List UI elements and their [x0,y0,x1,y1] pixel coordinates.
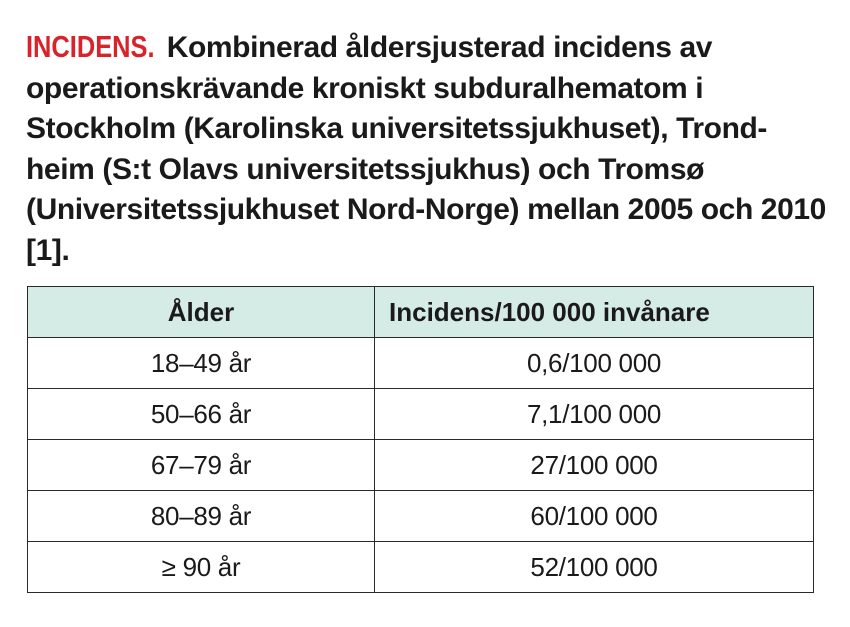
incidence-cell: 52/100 000 [375,542,814,593]
table-row [28,389,814,440]
age-cell: 50–66 år [28,389,375,440]
age-cell: ≥ 90 år [28,542,375,593]
table-caption [26,27,826,271]
table-row [28,440,814,491]
table-row [28,491,814,542]
caption-label: INCIDENS. [26,29,155,64]
incidence-table [27,286,814,593]
incidence-cell: 60/100 000 [375,491,814,542]
header-age: Ålder [28,287,375,338]
incidence-cell: 27/100 000 [375,440,814,491]
table-header-row [28,287,814,338]
incidence-cell: 7,1/100 000 [375,389,814,440]
age-cell: 80–89 år [28,491,375,542]
incidence-cell: 0,6/100 000 [375,338,814,389]
table-row [28,542,814,593]
table-row [28,338,814,389]
caption-text: Kombinerad åldersjusterad incidens av operationskrävande kroniskt subduralhematom i Stockholm (Karolinska universitetssjukhuset), Trond-heim (S:t Olavs universitetssjukhus) och Tromsø (Universitetssjukhuset Nord-Norge) mellan 2005 och 2010 [1]. [26,31,826,267]
header-incidence: Incidens/100 000 invånare [375,287,814,338]
age-cell: 67–79 år [28,440,375,491]
age-cell: 18–49 år [28,338,375,389]
